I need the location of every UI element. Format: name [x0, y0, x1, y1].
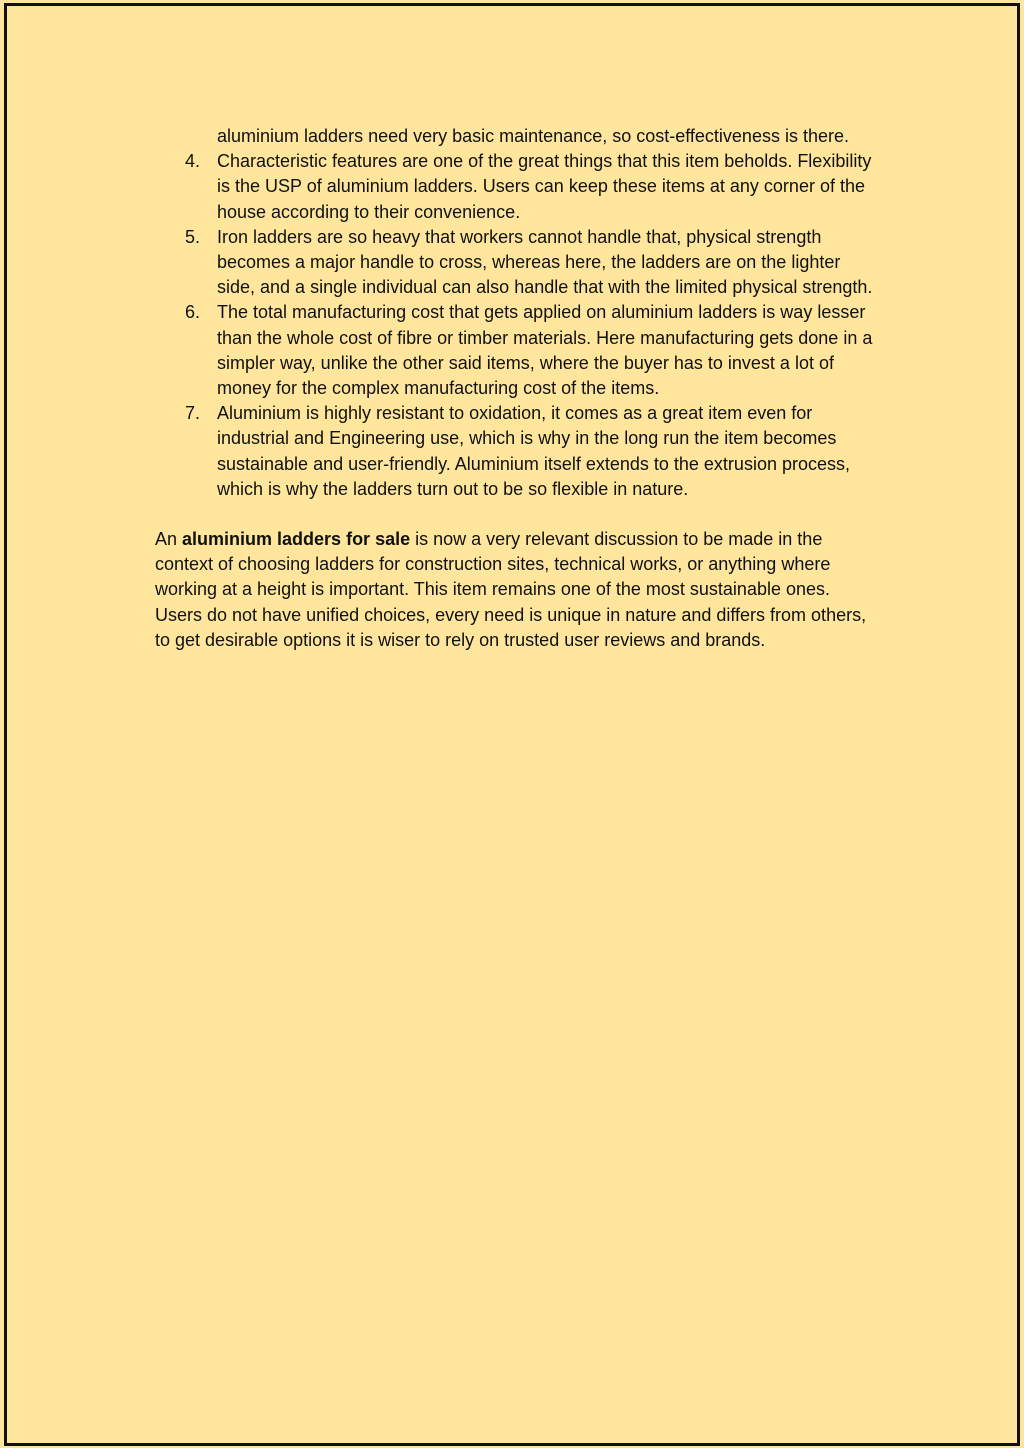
- list-item-number: 5.: [185, 226, 201, 247]
- closing-bold-keyword: aluminium ladders for sale: [182, 529, 411, 550]
- list-item: [155, 149, 875, 225]
- document-body: [155, 124, 875, 653]
- list-item: [155, 225, 875, 301]
- list-item-text: Characteristic features are one of the great things that this item beholds. Flexibility is the USP of aluminium ladders. Users can keep these items at any corner of the house according to their convenience.: [217, 151, 872, 222]
- list-item-number: 4.: [185, 151, 201, 172]
- list-item-text: The total manufacturing cost that gets applied on aluminium ladders is way lesser than the whole cost of fibre or timber materials. Here manufacturing gets done in a simpler way, unlike the other said items, where the buyer has to invest a lot of money for the complex manufacturing cost of the items.: [217, 302, 873, 399]
- list-item: [155, 401, 875, 502]
- numbered-list: [155, 149, 875, 502]
- closing-prefix: An: [155, 529, 183, 550]
- list-item-number: 6.: [185, 302, 201, 323]
- list-item-number: 7.: [185, 403, 201, 424]
- list-item-text: Aluminium is highly resistant to oxidation, it comes as a great item even for industrial and Engineering use, which is why in the long run the item becomes sustainable and user-friendly. Aluminium itself extends to the extrusion process, which is why the ladders turn out to be so flexible in nature.: [217, 403, 850, 499]
- list-item: [155, 300, 875, 401]
- list-item-text: Iron ladders are so heavy that workers cannot handle that, physical strength becomes a major handle to cross, whereas here, the ladders are on the lighter side, and a single individual can also handle that with the limited physical strength.: [217, 226, 873, 298]
- list-continuation-text: aluminium ladders need very basic maintenance, so cost-effectiveness is there.: [217, 126, 849, 146]
- closing-paragraph: [155, 527, 875, 653]
- closing-body: is now a very relevant discussion to be made in the context of choosing ladders for construction sites, technical works, or anything where working at a height is important. This item remains one of the most sustainable ones. Users do not have unified choices, every need is unique in nature and differs from others, to get desirable options it is wiser to rely on trusted user reviews and brands.: [155, 529, 867, 650]
